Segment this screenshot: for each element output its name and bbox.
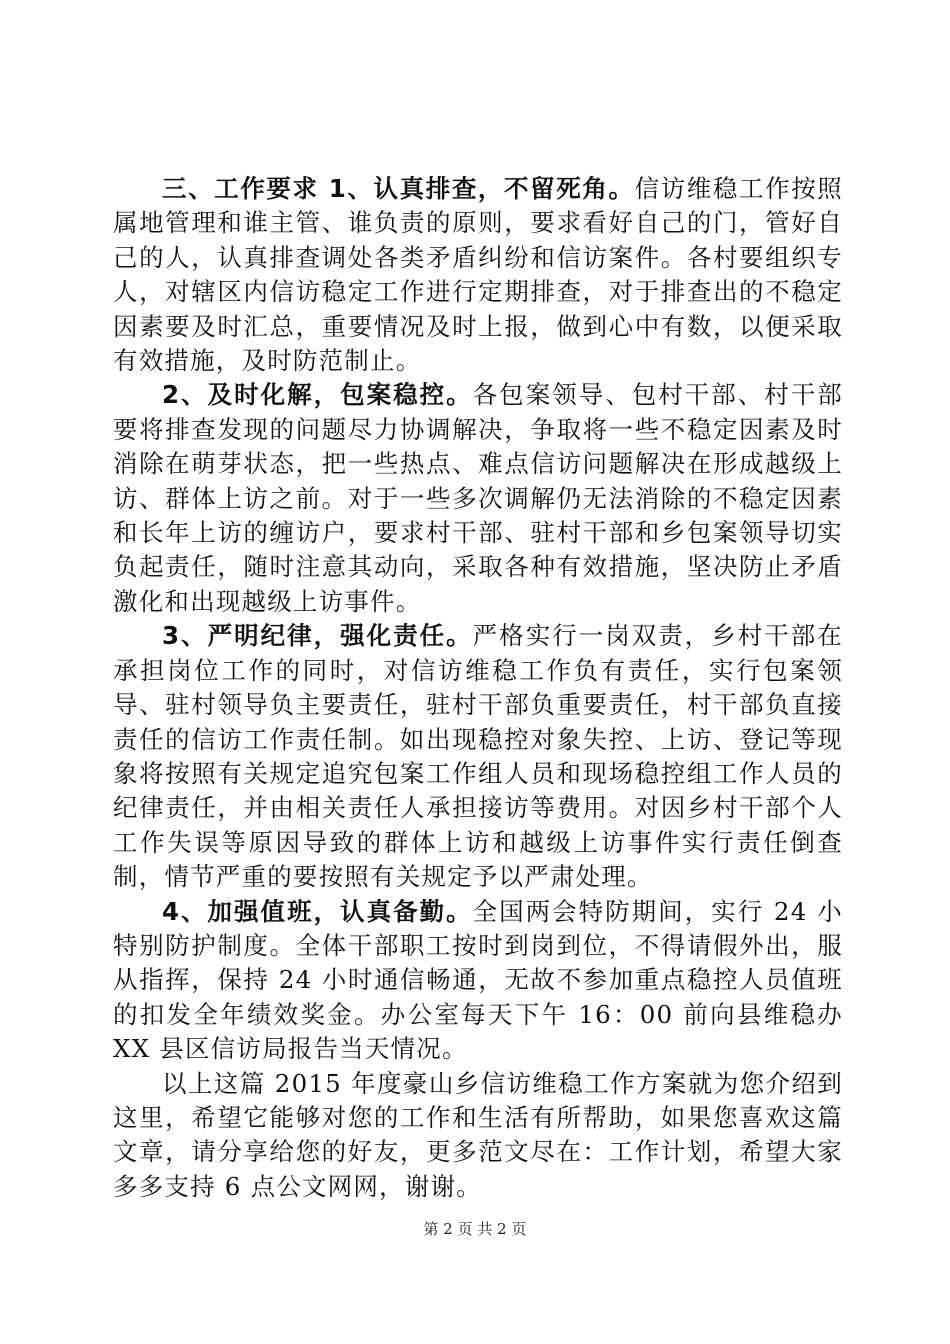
- paragraph-text: 严格实行一岗双责，乡村干部在承担岗位工作的同时，对信访维稳工作负有责任，实行包案领导、驻村领导负主要责任，驻村干部负重要责任，村干部负直接责任的信访工作责任制。如出现稳控对象失控、上访、登记等现象将按照有关规定追究包案工作组人员和现场稳控组工作人员的纪律责任，并由相关责任人承担接访等费用。对因乡村干部个人工作失误等原因导致的群体上访和越级上访事件实行责任倒查制，情节严重的要按照有关规定予以严肃处理。: [113, 621, 843, 892]
- paragraph-discipline: [113, 619, 843, 894]
- paragraph-text: 各包案领导、包村干部、村干部要将排查发现的问题尽力协调解决，争取将一些不稳定因素及时消除在萌芽状态，把一些热点、难点信访问题解决在形成越级上访、群体上访之前。对于一些多次调解仍无法消除的不稳定因素和长年上访的缠访户，要求村干部、驻村干部和乡包案领导切实负起责任，随时注意其动向，采取各种有效措施，坚决防止矛盾激化和出现越级上访事件。: [113, 380, 843, 616]
- paragraph-text: 以上这篇 2015 年度豪山乡信访维稳工作方案就为您介绍到这里，希望它能够对您的工作和生活有所帮助，如果您喜欢这篇文章，请分享给您的好友，更多范文尽在：工作计划，希望大家多多支持 6 点公文网网，谢谢。: [113, 1068, 843, 1201]
- paragraph-heading: 三、工作要求 1、认真排查，不留死角。: [162, 174, 635, 203]
- paragraph-work-requirements: [113, 172, 843, 378]
- page-number-footer: 第 2 页 共 2 页: [423, 1220, 527, 1238]
- paragraph-heading: 3、严明纪律，强化责任。: [162, 621, 473, 651]
- paragraph-text: 全国两会特防期间，实行 24 小特别防护制度。全体干部职工按时到岗到位，不得请假外出，服从指挥，保持 24 小时通信畅通，无故不参加重点稳控人员值班的扣发全年绩效奖金。办公室每天下午 16：00 前向县维稳办 XX 县区信访局报告当天情况。: [113, 896, 843, 1064]
- paragraph-heading: 4、加强值班，认真备勤。: [162, 896, 473, 926]
- paragraph-heading: 2、及时化解，包案稳控。: [162, 380, 473, 410]
- document-body: [113, 172, 843, 1204]
- paragraph-duty: [113, 895, 843, 1067]
- paragraph-closing: [113, 1067, 843, 1205]
- paragraph-timely-resolution: [113, 378, 843, 619]
- paragraph-text: 信访维稳工作按照属地管理和谁主管、谁负责的原则，要求看好自己的门，管好自己的人，认真排查调处各类矛盾纠纷和信访案件。各村要组织专人，对辖区内信访稳定工作进行定期排查，对于排查出的不稳定因素要及时汇总，重要情况及时上报，做到心中有数，以便采取有效措施，及时防范制止。: [113, 174, 843, 376]
